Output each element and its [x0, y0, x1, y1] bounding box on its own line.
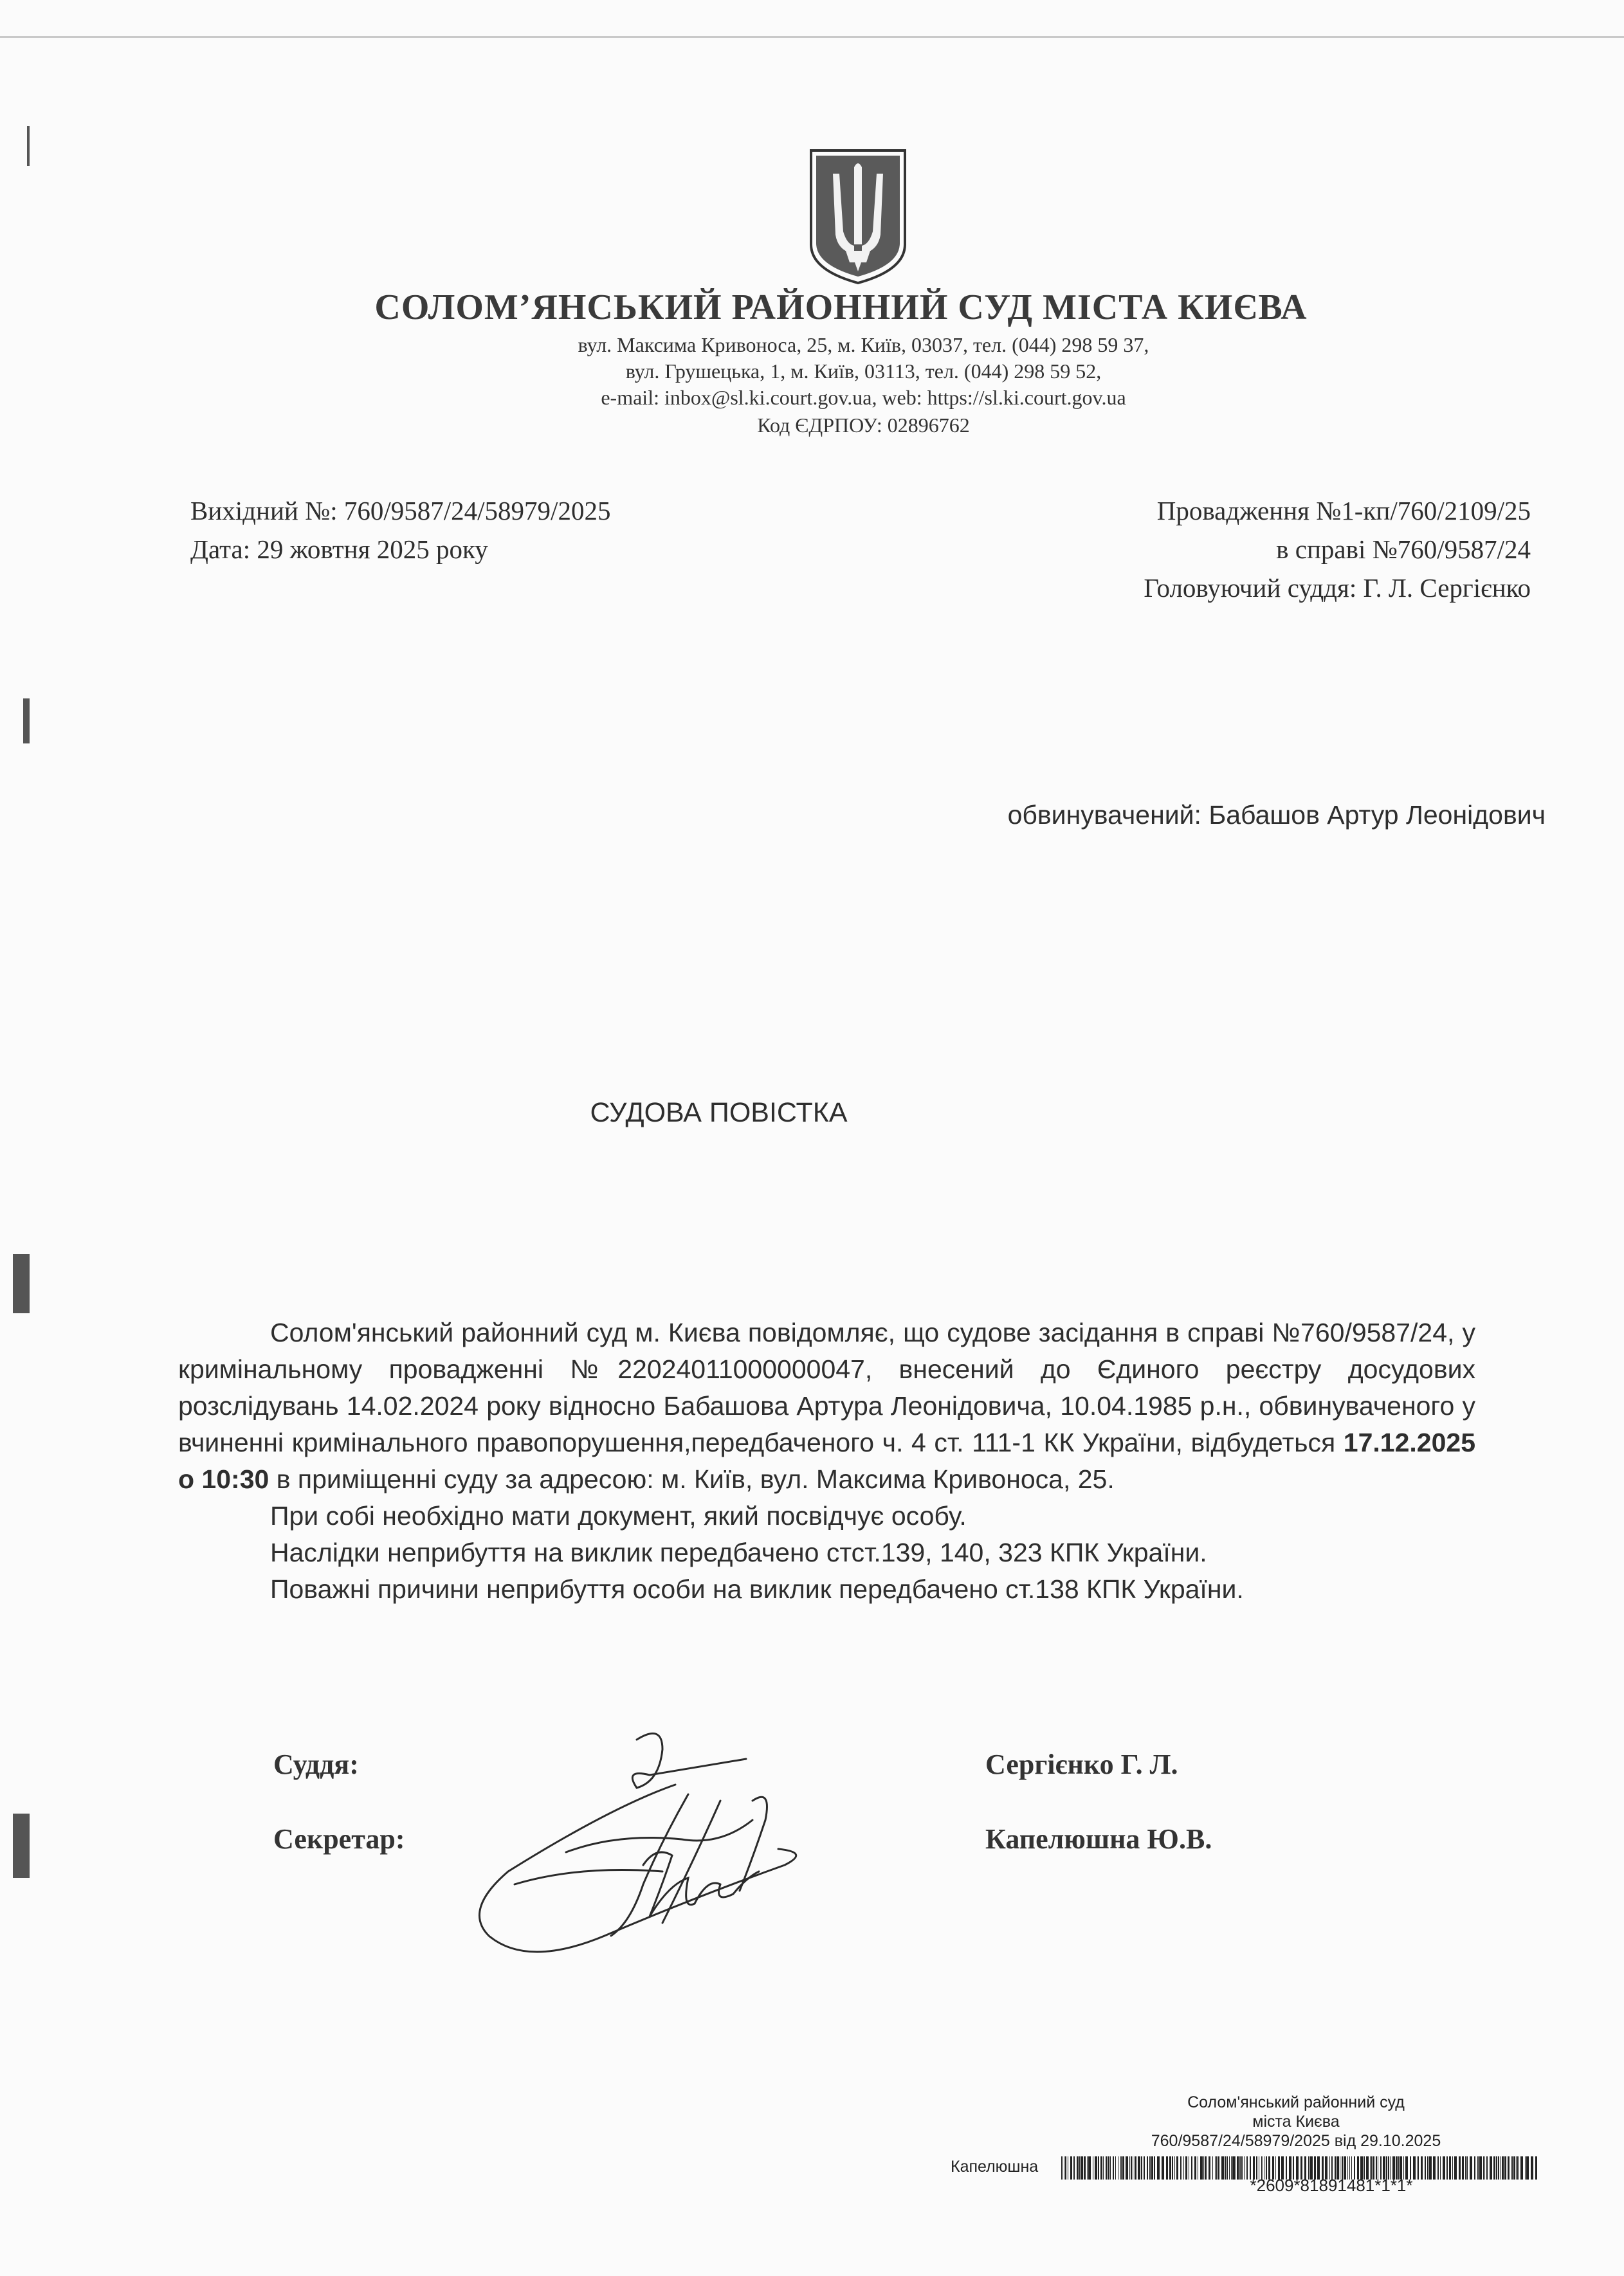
barcode-bar [1129, 2156, 1130, 2180]
court-edrpou: Код ЄДРПОУ: 02896762 [757, 414, 970, 437]
barcode-bar [1513, 2156, 1515, 2180]
scan-mark [13, 1814, 30, 1878]
barcode-number: *2609*81891481*1*1* [1250, 2176, 1413, 2195]
barcode-bar [1095, 2156, 1097, 2180]
summons-text-part-2: в приміщенні суду за адресою: м. Київ, вул. Максима Кривоноса, 25. [269, 1464, 1115, 1494]
barcode-bar [1500, 2156, 1501, 2180]
barcode-bar [1108, 2156, 1109, 2180]
barcode-bar [1498, 2156, 1499, 2180]
barcode-bar [1073, 2156, 1075, 2180]
barcode-bar [1138, 2156, 1140, 2180]
barcode-bar [1493, 2156, 1495, 2180]
barcode-bar [1531, 2156, 1533, 2180]
barcode-bar [1110, 2156, 1111, 2180]
barcode-bar [1113, 2156, 1114, 2180]
barcode-bar [1162, 2156, 1164, 2180]
barcode-bar [1106, 2156, 1107, 2180]
barcode-bar [1087, 2156, 1088, 2180]
barcode-bar [1144, 2156, 1145, 2180]
case-number: в справі №760/9587/24 [1276, 534, 1531, 564]
barcode-bar [1526, 2156, 1529, 2180]
barcode-bar [1174, 2156, 1175, 2180]
barcode-bar [1151, 2156, 1153, 2180]
barcode-bar [1525, 2156, 1526, 2180]
footer-reference: 760/9587/24/58979/2025 від 29.10.2025 [1151, 2132, 1441, 2150]
barcode-bar [1115, 2156, 1116, 2180]
barcode-bar [1081, 2156, 1083, 2180]
scan-top-edge [0, 36, 1624, 38]
valid-reasons-note: Поважні причини неприбуття особи на виклик передбачено ст.138 КПК України. [270, 1574, 1244, 1604]
barcode-bar [1169, 2156, 1171, 2180]
scan-mark [13, 1254, 30, 1313]
barcode-bar [1535, 2156, 1537, 2180]
judge-name: Сергієнко Г. Л. [985, 1749, 1178, 1780]
footer-clerk: Капелюшна [951, 2158, 1039, 2176]
barcode-bar [1511, 2156, 1513, 2180]
barcode-bar [1103, 2156, 1104, 2180]
barcode-bar [1517, 2156, 1519, 2180]
barcode-bar [1176, 2156, 1178, 2180]
document-date: Дата: 29 жовтня 2025 року [190, 534, 488, 564]
court-address-line-2: вул. Грушецька, 1, м. Київ, 03113, тел. (044) 298 59 52, [625, 360, 1102, 383]
barcode-bar [1061, 2156, 1063, 2180]
barcode-bar [1166, 2156, 1168, 2180]
handwritten-signature [450, 1724, 862, 1994]
summons-text-part-1: Солом'янський районний суд м. Києва повідомляє, що судове засідання в справі №760/9587/24, у кримінальному провадженні №22024011000000047, внесений до Єдиного реєстру досудових розслідувань 14.02.2024 року відносно Бабашова Артура Леонідовича, 10.04.1985 р.н., обвинуваченого у вчиненні кримінального правопорушення,передбаченого ч. 4 ст. 111-1 КК України, відбудеться [178, 1318, 1475, 1457]
barcode-bar [1120, 2156, 1122, 2180]
barcode-bar [1098, 2156, 1099, 2180]
addressee: обвинувачений: Бабашов Артур Леонідович [1007, 800, 1546, 830]
barcode-bar [1157, 2156, 1160, 2180]
court-name: СОЛОМ’ЯНСЬКИЙ РАЙОННИЙ СУД МІСТА КИЄВА [374, 287, 1308, 327]
barcode-bar [1172, 2156, 1173, 2180]
barcode-bar [1180, 2156, 1182, 2180]
footer-court-line-1: Солом'янський районний суд [1187, 2093, 1405, 2111]
barcode-bar [1483, 2156, 1484, 2180]
barcode-bar [1135, 2156, 1136, 2180]
barcode-bar [1065, 2156, 1066, 2180]
outgoing-number: Вихідний №: 760/9587/24/58979/2025 [190, 496, 611, 525]
trident-coat-of-arms-icon [807, 148, 909, 286]
barcode-bar [1126, 2156, 1128, 2180]
barcode-bar [1131, 2156, 1132, 2180]
barcode-bar [1504, 2156, 1506, 2180]
barcode-bar [1149, 2156, 1151, 2180]
court-address-line-1: вул. Максима Кривоноса, 25, м. Київ, 03037, тел. (044) 298 59 37, [578, 333, 1149, 356]
court-contacts: e-mail: inbox@sl.ki.court.gov.ua, web: https://sl.ki.court.gov.ua [601, 386, 1126, 409]
barcode-bar [1479, 2156, 1482, 2180]
id-document-note: При собі необхідно мати документ, який посвідчує особу. [270, 1501, 967, 1531]
scan-mark [27, 126, 30, 166]
barcode-bar [1490, 2156, 1492, 2180]
consequences-note: Наслідки неприбуття на виклик передбачено стст.139, 140, 323 КПК України. [270, 1538, 1207, 1567]
footer-court-line-2: міста Києва [1252, 2113, 1340, 2131]
barcode-bar [1502, 2156, 1504, 2180]
barcode-bar [1122, 2156, 1124, 2180]
barcode-bar [1141, 2156, 1142, 2180]
barcode-bar [1088, 2156, 1091, 2180]
barcode-bar [1484, 2156, 1485, 2180]
hearing-datetime: 17.12.2025 о 10:30 [178, 1428, 1475, 1494]
proceeding-number: Провадження №1-кп/760/2109/25 [1156, 496, 1531, 525]
secretary-name: Капелюшна Ю.В. [985, 1823, 1212, 1855]
scan-mark [23, 698, 30, 743]
barcode-bar [1084, 2156, 1086, 2180]
barcode-bar [1100, 2156, 1102, 2180]
barcode-bar [1154, 2156, 1155, 2180]
barcode-bar [1486, 2156, 1488, 2180]
barcode-bar [1508, 2156, 1509, 2180]
barcode-bar [1070, 2156, 1072, 2180]
document-title: СУДОВА ПОВІСТКА [590, 1097, 848, 1128]
barcode-bar [1077, 2156, 1079, 2180]
presiding-judge: Головуючий суддя: Г. Л. Сергієнко [1144, 573, 1531, 603]
barcode-bar [1496, 2156, 1497, 2180]
barcode-bar [1079, 2156, 1081, 2180]
judge-label: Суддя: [273, 1749, 359, 1780]
barcode-bar [1516, 2156, 1517, 2180]
barcode-bar [1147, 2156, 1148, 2180]
barcode-bar [1520, 2156, 1523, 2180]
secretary-label: Секретар: [273, 1823, 405, 1855]
summons-paragraph [178, 1315, 1475, 1498]
summons-body [178, 1315, 1475, 1608]
